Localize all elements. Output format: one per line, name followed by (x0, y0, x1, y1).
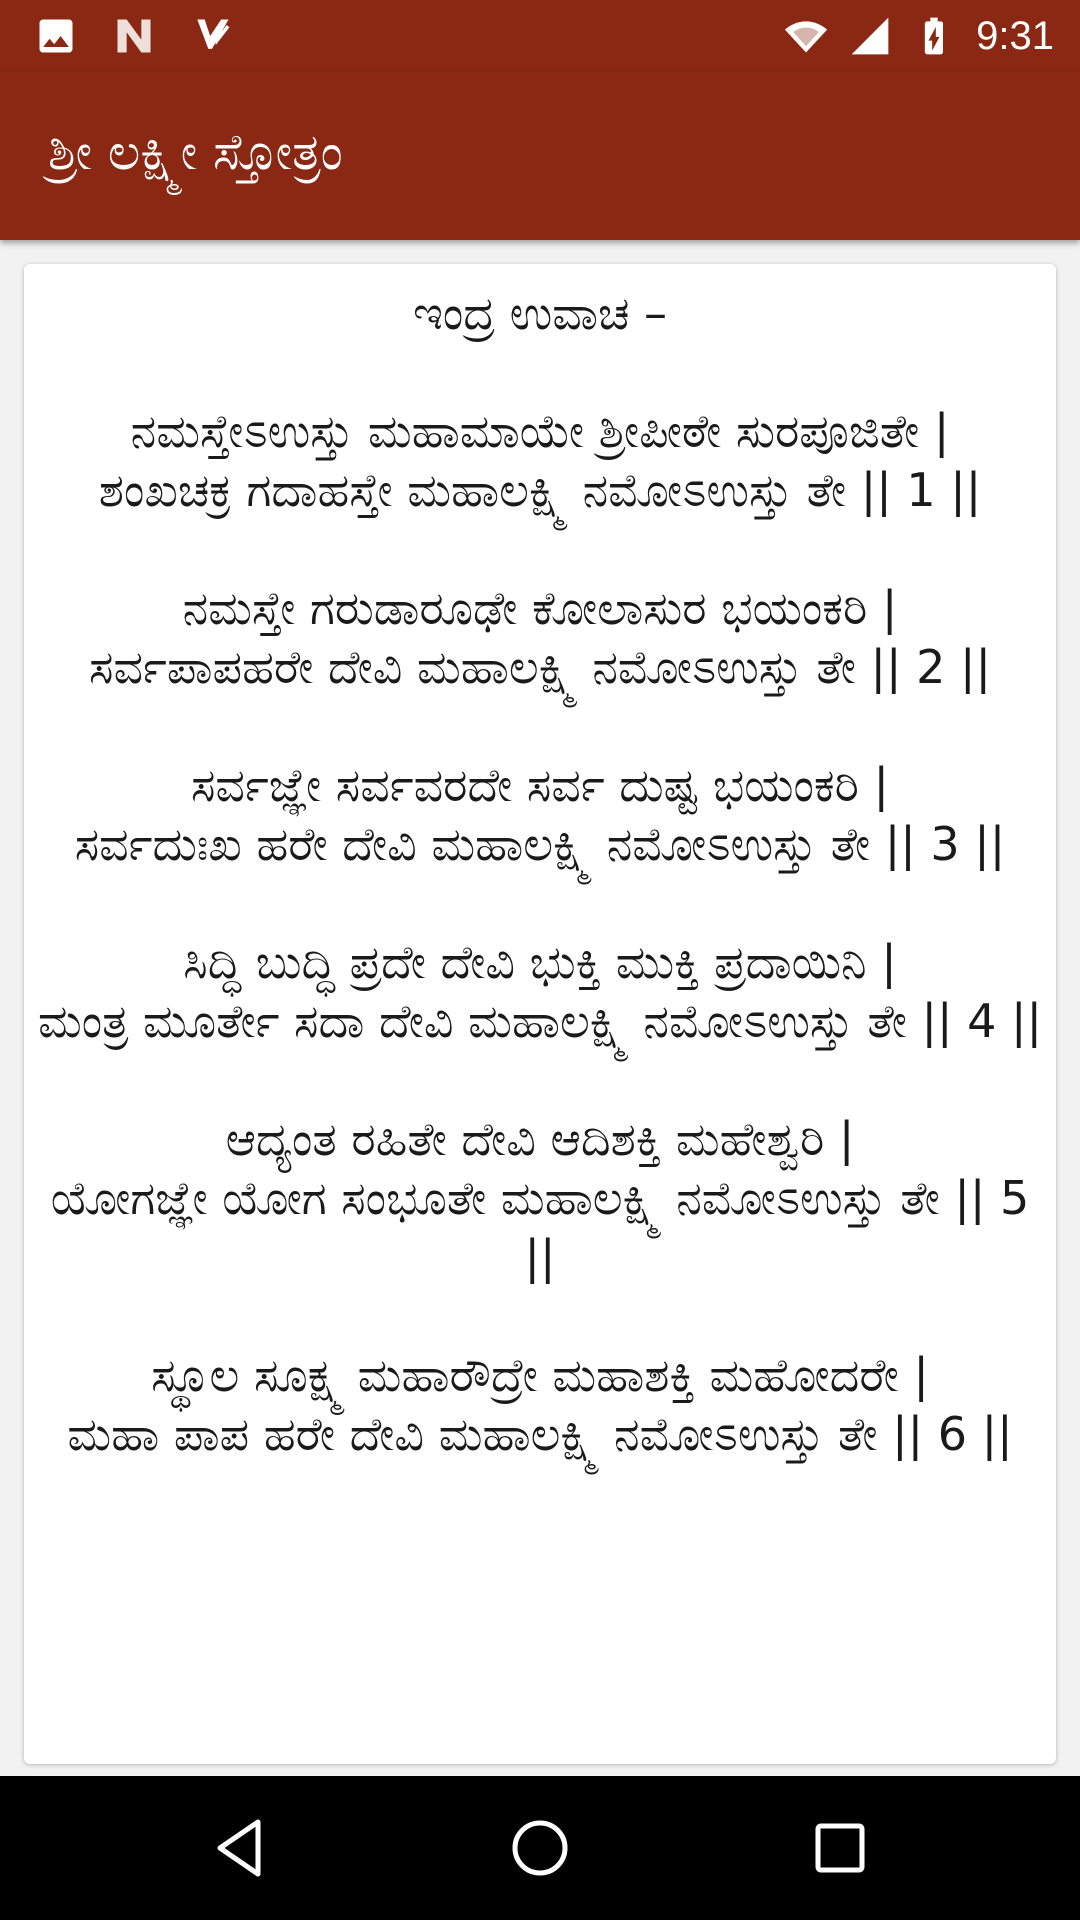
home-button[interactable] (504, 1812, 576, 1884)
stotram-card[interactable] (24, 264, 1056, 1764)
home-icon (504, 1812, 576, 1884)
wifi-icon (784, 14, 828, 58)
recents-icon (804, 1812, 876, 1884)
status-system-icons (784, 12, 1054, 60)
status-time: 9:31 (976, 14, 1054, 58)
status-bar (0, 0, 1080, 72)
notification-n-icon (112, 14, 156, 58)
status-notification-icons (34, 14, 234, 58)
back-button[interactable] (204, 1812, 276, 1884)
navigation-bar (0, 1776, 1080, 1920)
signal-icon (848, 14, 892, 58)
image-icon (34, 14, 78, 58)
stotram-text: ಇಂದ್ರ ಉವಾಚ – ನಮಸ್ತೇಽಉಸ್ತು ಮಹಾಮಾಯೇ ಶ್ರೀಪೀಠೇ ಸುರಪೂಜಿತೇ | ಶಂಖಚಕ್ರ ಗದಾಹಸ್ತೇ ಮಹಾಲಕ್ಷ್ಮಿ ನಮೋಽಉಸ್ತು ತೇ || 1 || ನಮಸ್ತೇ ಗರುಡಾರೂಢೇ ಕೋಲಾಸುರ ಭಯಂಕರಿ | ಸರ್ವಪಾಪಹರೇ ದೇವಿ ಮಹಾಲಕ್ಷ್ಮಿ ನಮೋಽಉಸ್ತು ತೇ || 2 || ಸರ್ವಜ್ಞೇ ಸರ್ವವರದೇ ಸರ್ವ ದುಷ್ಟ ಭಯಂಕರಿ | ಸರ್ವದುಃಖ ಹರೇ ದೇವಿ ಮಹಾಲಕ್ಷ್ಮಿ ನಮೋಽಉಸ್ತು ತೇ || 3 || ಸಿದ್ಧಿ ಬುದ್ಧಿ ಪ್ರದೇ ದೇವಿ ಭುಕ್ತಿ ಮುಕ್ತಿ ಪ್ರದಾಯಿನಿ | ಮಂತ್ರ ಮೂರ್ತೇ ಸದಾ ದೇವಿ ಮಹಾಲಕ್ಷ್ಮಿ ನಮೋಽಉಸ್ತು ತೇ || 4 || ಆದ್ಯಂತ ರಹಿತೇ ದೇವಿ ಆದಿಶಕ್ತಿ ಮಹೇಶ್ವರಿ | ಯೋಗಜ್ಞೇ ಯೋಗ ಸಂಭೂತೇ ಮಹಾಲಕ್ಷ್ಮಿ ನಮೋಽಉಸ್ತು ತೇ || 5 || ಸ್ಥೂಲ ಸೂಕ್ಷ್ಮ ಮಹಾರೌದ್ರೇ ಮಹಾಶಕ್ತಿ ಮಹೋದರೇ | ಮಹಾ ಪಾಪ ಹರೇ ದೇವಿ ಮಹಾಲಕ್ಷ್ಮಿ ನಮೋಽಉಸ್ತು ತೇ || 6 || (37, 286, 1043, 1461)
recents-button[interactable] (804, 1812, 876, 1884)
task-check-icon (190, 14, 234, 58)
battery-charging-icon (912, 14, 956, 58)
back-icon (204, 1812, 276, 1884)
page-title: ಶ್ರೀ ಲಕ್ಷ್ಮೀ ಸ್ತೋತ್ರಂ (48, 123, 343, 181)
app-bar (0, 72, 1080, 240)
